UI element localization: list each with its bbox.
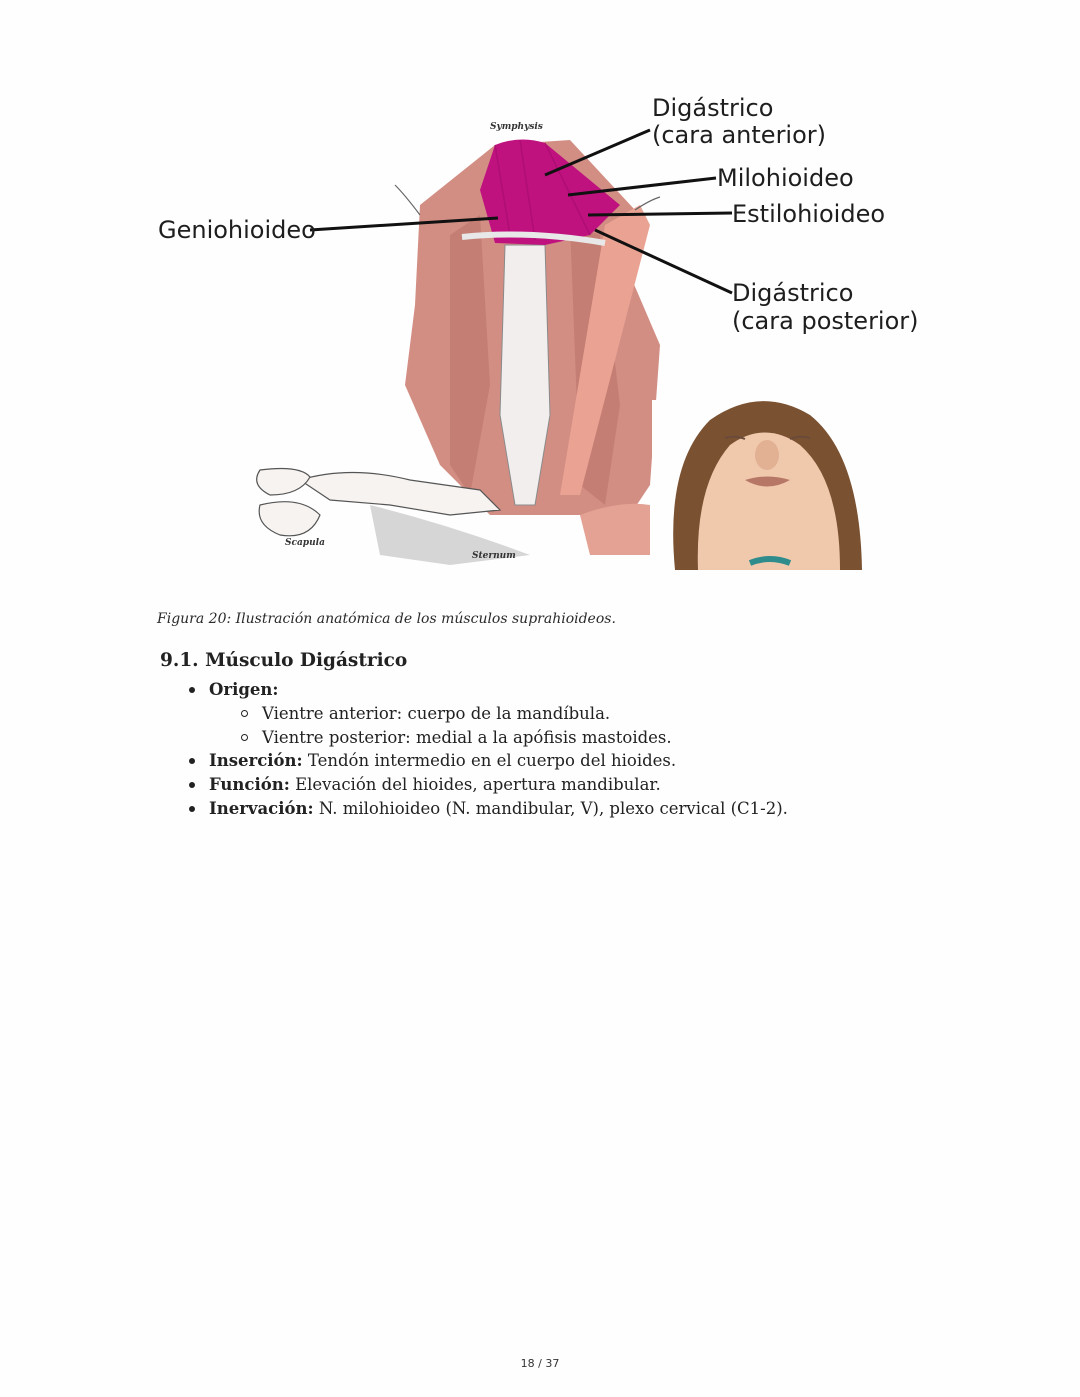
- list-item-insercion: [180, 749, 788, 773]
- list-item-origen: [180, 678, 788, 749]
- label-symphysis: Symphysis: [490, 122, 543, 132]
- item-label: Función:: [209, 775, 290, 795]
- anatomy-figure: [150, 85, 930, 575]
- label-estilohioideo: Estilohioideo: [732, 200, 886, 228]
- label-digastrico-posterior: Digástrico: [732, 279, 854, 307]
- page-number: 18 / 37: [520, 1357, 560, 1370]
- face-illustration: [652, 400, 870, 570]
- item-text: Tendón intermedio en el cuerpo del hioides.: [302, 751, 677, 771]
- label-milohioideo: Milohioideo: [717, 164, 854, 192]
- label-cara-anterior: (cara anterior): [652, 121, 827, 149]
- list-item-inervacion: [180, 797, 788, 821]
- origen-sublist: [209, 702, 788, 750]
- suprahyoid-illustration: [150, 85, 930, 575]
- list-item-funcion: [180, 773, 788, 797]
- label-cara-posterior: (cara posterior): [732, 307, 919, 335]
- label-scapula: Scapula: [285, 538, 325, 548]
- label-geniohioideo: Geniohioideo: [158, 216, 316, 244]
- item-label: Inserción:: [209, 751, 303, 771]
- figure-caption: Figura 20: Ilustración anatómica de los músculos suprahioideos.: [157, 611, 616, 627]
- label-digastrico-anterior: Digástrico: [652, 94, 774, 122]
- item-text: N. milohioideo (N. mandibular, V), plexo cervical (C1-2).: [313, 798, 788, 818]
- section-heading: 9.1. Músculo Digástrico: [160, 650, 408, 671]
- item-text: Elevación del hioides, apertura mandibular.: [289, 775, 661, 795]
- sublist-item: Vientre posterior: medial a la apófisis mastoides.: [262, 726, 788, 750]
- item-label: Inervación:: [209, 798, 314, 818]
- item-label: Origen:: [209, 680, 279, 699]
- label-sternum: Sternum: [472, 551, 516, 561]
- muscle-details-list: [180, 678, 788, 821]
- sublist-item: Vientre anterior: cuerpo de la mandíbula.: [262, 702, 788, 726]
